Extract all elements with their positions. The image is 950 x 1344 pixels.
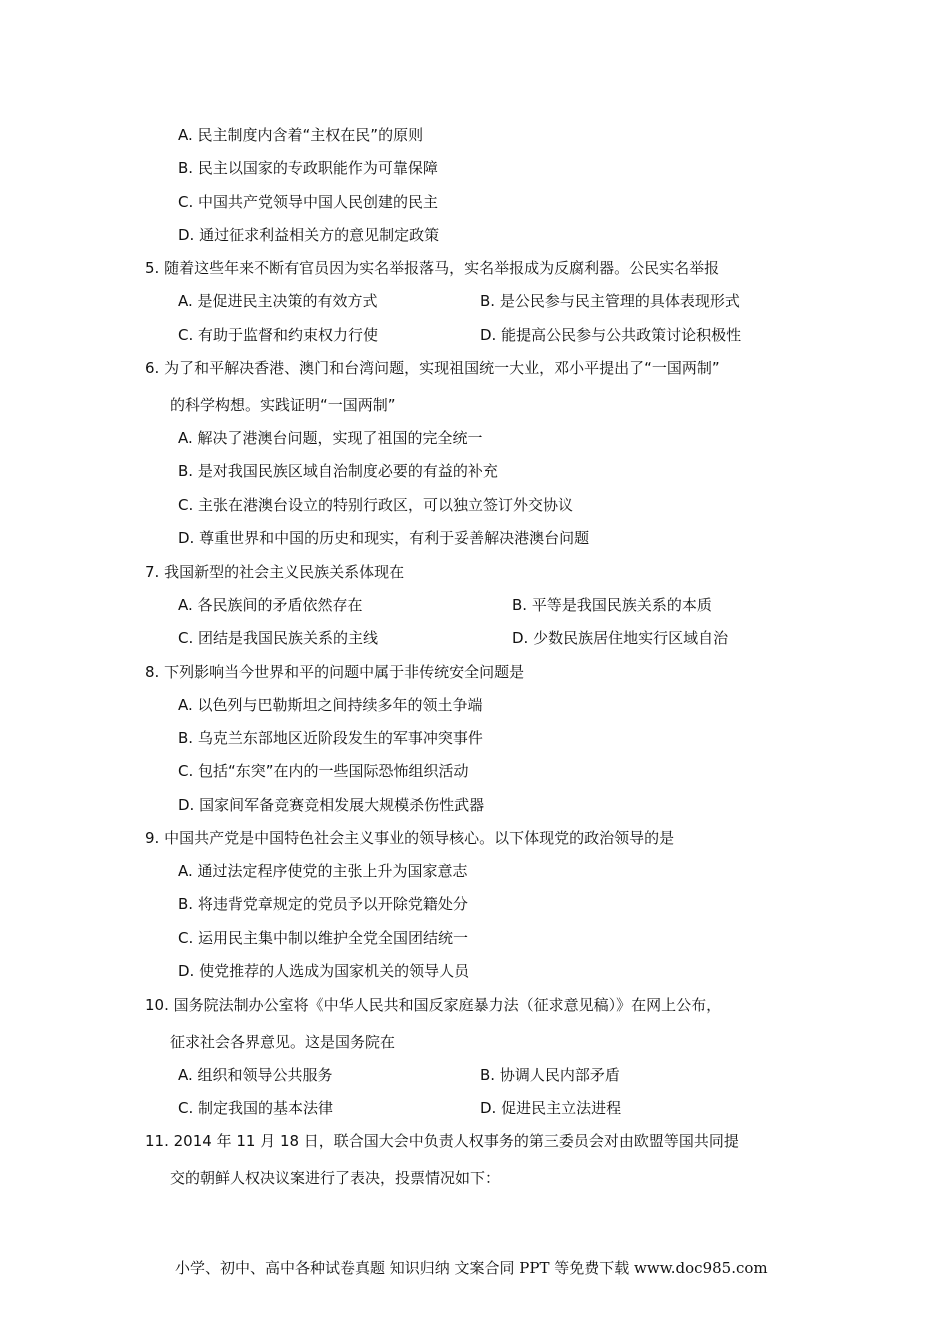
q5-option-c: C. 有助于监督和约束权力行使 bbox=[178, 326, 379, 344]
q10-option-c: C. 制定我国的基本法律 bbox=[178, 1099, 334, 1117]
q9-stem: 9. 中国共产党是中国特色社会主义事业的领导核心。以下体现党的政治领导的是 bbox=[145, 829, 675, 847]
q6-stem-line2: 的科学构想。实践证明“一国两制” bbox=[170, 396, 396, 414]
q6-option-b: B. 是对我国民族区域自治制度必要的有益的补充 bbox=[178, 462, 498, 480]
q8-option-d: D. 国家间军备竞赛竞相发展大规模杀伤性武器 bbox=[178, 796, 485, 814]
q5-option-a: A. 是促进民主决策的有效方式 bbox=[178, 292, 378, 310]
q7-option-a: A. 各民族间的矛盾依然存在 bbox=[178, 596, 363, 614]
q11-stem-line1: 11. 2014 年 11 月 18 日，联合国大会中负责人权事务的第三委员会对由欧盟等国共同提 bbox=[145, 1132, 739, 1150]
q8-option-b: B. 乌克兰东部地区近阶段发生的军事冲突事件 bbox=[178, 729, 483, 747]
q6-stem-line1: 6. 为了和平解决香港、澳门和台湾问题，实现祖国统一大业，邓小平提出了“一国两制” bbox=[145, 359, 720, 377]
q8-option-a: A. 以色列与巴勒斯坦之间持续多年的领土争端 bbox=[178, 696, 483, 714]
q9-option-d: D. 使党推荐的人选成为国家机关的领导人员 bbox=[178, 962, 470, 980]
q8-option-c: C. 包括“东突”在内的一些国际恐怖组织活动 bbox=[178, 762, 469, 780]
q9-option-c: C. 运用民主集中制以维护全党全国团结统一 bbox=[178, 929, 469, 947]
q6-option-d: D. 尊重世界和中国的历史和现实，有利于妥善解决港澳台问题 bbox=[178, 529, 590, 547]
q7-option-d: D. 少数民族居住地实行区域自治 bbox=[512, 629, 729, 647]
q9-option-a: A. 通过法定程序使党的主张上升为国家意志 bbox=[178, 862, 468, 880]
q4-option-d: D. 通过征求利益相关方的意见制定政策 bbox=[178, 226, 440, 244]
q9-option-b: B. 将违背党章规定的党员予以开除党籍处分 bbox=[178, 895, 468, 913]
q8-stem: 8. 下列影响当今世界和平的问题中属于非传统安全问题是 bbox=[145, 663, 525, 681]
q11-stem-line2: 交的朝鲜人权决议案进行了表决，投票情况如下： bbox=[170, 1169, 501, 1187]
q4-option-a: A. 民主制度内含着“主权在民”的原则 bbox=[178, 126, 424, 144]
q10-option-a: A. 组织和领导公共服务 bbox=[178, 1066, 333, 1084]
q4-option-c: C. 中国共产党领导中国人民创建的民主 bbox=[178, 193, 439, 211]
q10-option-d: D. 促进民主立法进程 bbox=[480, 1099, 622, 1117]
q4-option-b: B. 民主以国家的专政职能作为可靠保障 bbox=[178, 159, 438, 177]
q7-stem: 7. 我国新型的社会主义民族关系体现在 bbox=[145, 563, 405, 581]
q10-stem-line1: 10. 国务院法制办公室将《中华人民共和国反家庭暴力法（征求意见稿）》在网上公布， bbox=[145, 996, 722, 1014]
q7-option-b: B. 平等是我国民族关系的本质 bbox=[512, 596, 712, 614]
page-footer: 小学、初中、高中各种试卷真题 知识归纳 文案合同 PPT 等免费下载 www.doc985.com bbox=[175, 1259, 768, 1277]
q5-option-d: D. 能提高公民参与公共政策讨论积极性 bbox=[480, 326, 742, 344]
q7-option-c: C. 团结是我国民族关系的主线 bbox=[178, 629, 379, 647]
q6-option-a: A. 解决了港澳台问题，实现了祖国的完全统一 bbox=[178, 429, 483, 447]
q10-option-b: B. 协调人民内部矛盾 bbox=[480, 1066, 620, 1084]
q5-stem: 5. 随着这些年来不断有官员因为实名举报落马，实名举报成为反腐利器。公民实名举报 bbox=[145, 259, 720, 277]
q5-option-b: B. 是公民参与民主管理的具体表现形式 bbox=[480, 292, 740, 310]
q10-stem-line2: 征求社会各界意见。这是国务院在 bbox=[170, 1033, 396, 1051]
q6-option-c: C. 主张在港澳台设立的特别行政区，可以独立签订外交协议 bbox=[178, 496, 574, 514]
